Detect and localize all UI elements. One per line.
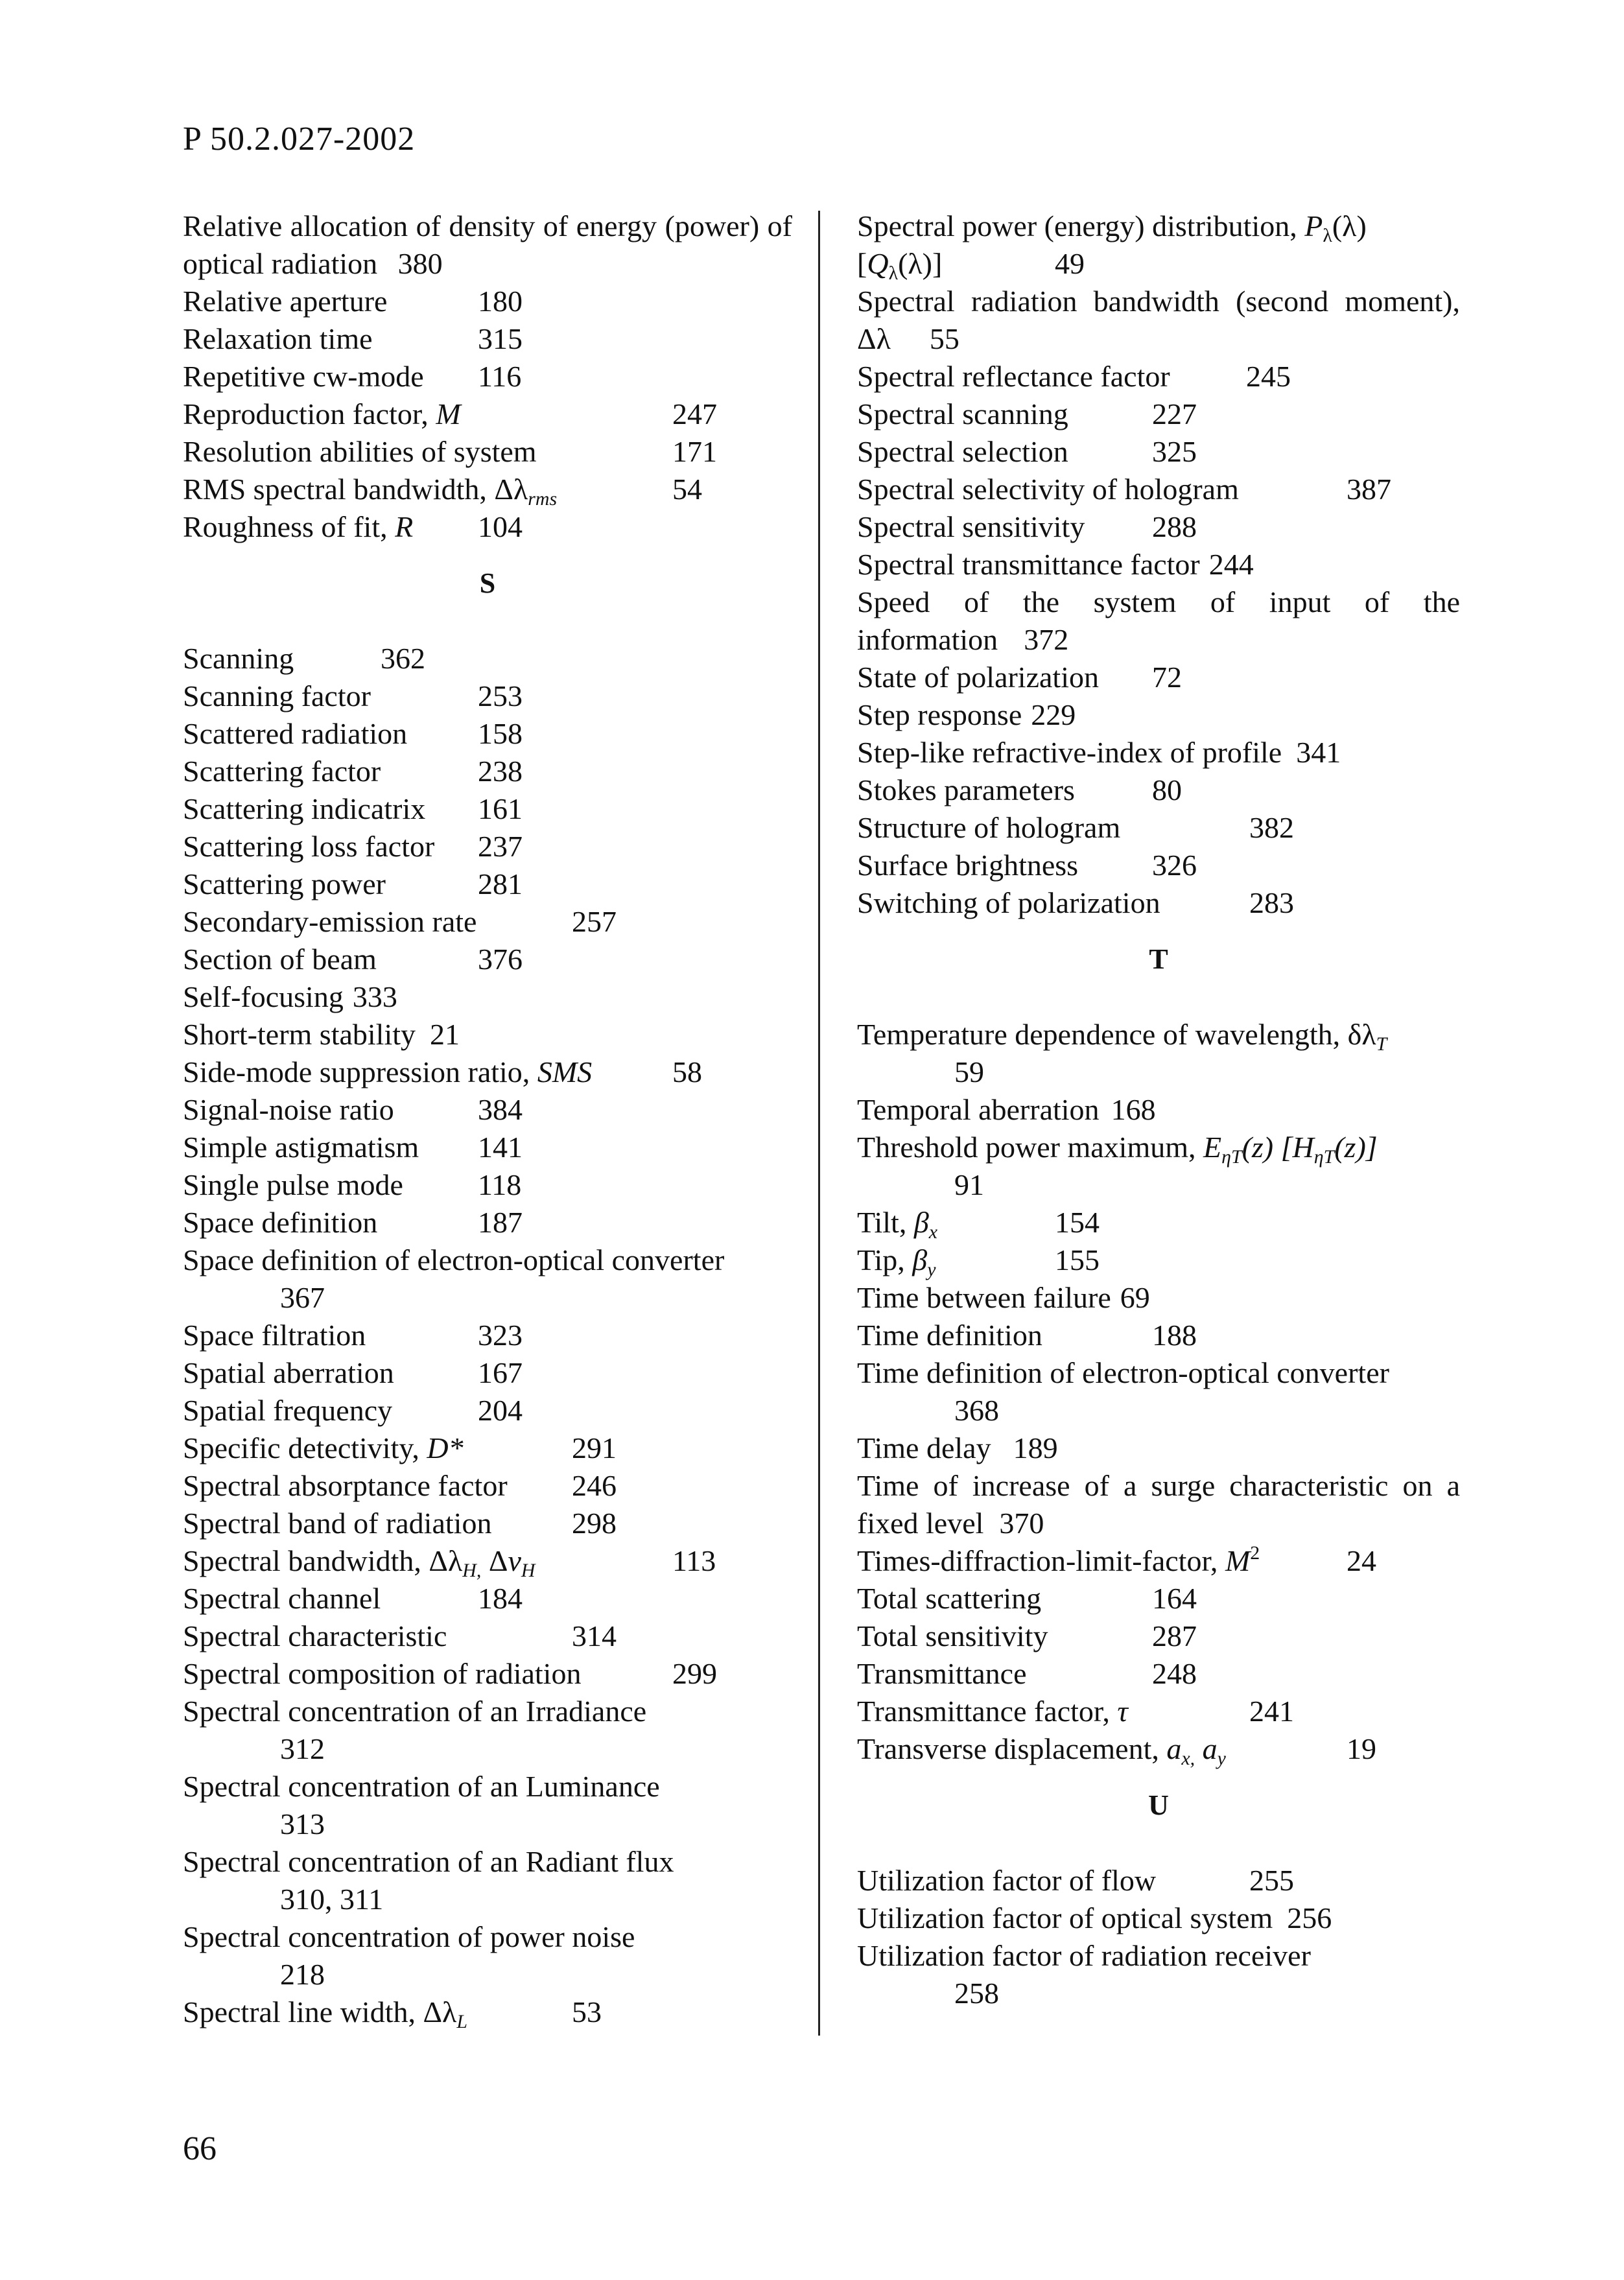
index-entry: Spectral line width, $\Delta\lambda_L$ 53 xyxy=(183,1995,602,2032)
index-entry: Repetitive cw-mode 116 xyxy=(183,360,522,393)
index-entry: Self-focusing 333 xyxy=(183,980,397,1013)
index-entry: Step response 229 xyxy=(857,698,1076,731)
index-entry: Spectral composition of radiation 299 xyxy=(183,1657,717,1690)
index-entry: Temporal aberration 168 xyxy=(857,1093,1156,1126)
index-entry: Times-diffraction-limit-factor, $M^2$ 24 xyxy=(857,1542,1376,1577)
index-entry: Utilization factor of flow 255 xyxy=(857,1864,1294,1897)
index-entry: Scanning 362 xyxy=(183,642,425,675)
index-entry: Single pulse mode 118 xyxy=(183,1168,522,1201)
index-entry: Scattering power 281 xyxy=(183,867,523,900)
index-entry: Reproduction factor, M 247 xyxy=(183,397,717,430)
index-entry: Step-like refractive-index of profile 341 xyxy=(857,736,1341,769)
index-column-left xyxy=(183,207,792,2031)
index-entry: Spatial frequency 204 xyxy=(183,1394,523,1427)
index-entry: Utilization factor of radiation receiver 258 xyxy=(857,1939,1311,2010)
index-entry: Transmittance 248 xyxy=(857,1657,1197,1690)
index-entry: Spectral selectivity of hologram 387 xyxy=(857,473,1391,506)
index-entry: Spectral concentration of power noise 218 xyxy=(183,1920,635,1991)
index-entry: Spectral selection 325 xyxy=(857,435,1197,468)
index-entry: Roughness of fit, R 104 xyxy=(183,510,523,543)
index-entry: Tip, $\beta_y$ 155 xyxy=(857,1243,1100,1280)
index-entry: Spectral characteristic 314 xyxy=(183,1619,617,1652)
index-entry: Temperature dependence of wavelength, $\delta\lambda_T$ 59 xyxy=(857,1018,1387,1088)
index-entry: Structure of hologram 382 xyxy=(857,811,1294,844)
index-entry: Time definition of electron-optical converter 368 xyxy=(857,1356,1389,1427)
index-entry: Switching of polarization 283 xyxy=(857,886,1294,919)
index-entry: Tilt, $\beta_x$ 154 xyxy=(857,1206,1100,1243)
index-entry: Transmittance factor, τ 241 xyxy=(857,1695,1294,1728)
index-entry: Side-mode suppression ratio, SMS 58 xyxy=(183,1055,702,1088)
index-entry: Spectral concentration of an Radiant flux 310, 311 xyxy=(183,1845,674,1916)
document-code: P 50.2.027-2002 xyxy=(183,121,416,158)
index-entry: Spectral power (energy) distribution, $P_\lambda(\lambda)$ xyxy=(857,209,1367,246)
index-entry: Spectral sensitivity 288 xyxy=(857,510,1197,543)
index-entry: Scattered radiation 158 xyxy=(183,717,523,750)
index-entry: Transverse displacement, $a_{x,}$ $a_y$ 19 xyxy=(857,1732,1376,1769)
column-divider xyxy=(818,211,820,2036)
index-entry: Signal-noise ratio 384 xyxy=(183,1093,523,1126)
index-entry: Simple astigmatism 141 xyxy=(183,1131,523,1164)
index-entry: Spectral reflectance factor 245 xyxy=(857,360,1291,393)
index-entry: RMS spectral bandwidth, $\Delta\lambda_{rms}$ 54 xyxy=(183,473,702,510)
index-entry: Utilization factor of optical system 256 xyxy=(857,1901,1332,1934)
index-entry-continued: $[Q_\lambda(\lambda)]$ 49 xyxy=(857,247,1085,284)
index-column-right xyxy=(857,207,1460,2012)
index-entry: Scanning factor 253 xyxy=(183,679,523,712)
index-entry: Space definition of electron-optical converter 367 xyxy=(183,1243,725,1314)
section-letter-u: U xyxy=(1148,1789,1169,1821)
index-entry: Secondary-emission rate 257 xyxy=(183,905,617,938)
index-entry: Relative allocation of density of energy (power) of optical radiation 380 xyxy=(183,209,792,280)
index-entry: Spectral channel 184 xyxy=(183,1582,523,1615)
index-entry: Section of beam 376 xyxy=(183,943,523,976)
index-entry: Resolution abilities of system 171 xyxy=(183,435,717,468)
index-entry: Total sensitivity 287 xyxy=(857,1619,1197,1652)
index-entry: Relative aperture 180 xyxy=(183,285,523,318)
index-entry: Short-term stability 21 xyxy=(183,1018,460,1051)
index-entry: Scattering factor 238 xyxy=(183,755,523,788)
index-entry: Speed of the system of input of the information 372 xyxy=(857,585,1460,656)
index-entry: Spectral transmittance factor 244 xyxy=(857,548,1254,581)
section-letter-s: S xyxy=(479,567,496,599)
index-entry: Spectral band of radiation 298 xyxy=(183,1507,617,1540)
index-entry: Time of increase of a surge characteristic on a fixed level 370 xyxy=(857,1469,1460,1540)
index-entry: Specific detectivity, D* 291 xyxy=(183,1431,617,1464)
index-entry: Time between failure 69 xyxy=(857,1281,1150,1314)
index-entry: Spectral concentration of an Luminance 313 xyxy=(183,1770,660,1840)
index-entry: Space definition 187 xyxy=(183,1206,523,1239)
index-entry: Spectral absorptance factor 246 xyxy=(183,1469,617,1502)
index-entry: Surface brightness 326 xyxy=(857,849,1197,882)
index-entry: Spectral radiation bandwidth (second moment), Δλ 55 xyxy=(857,285,1460,355)
index-entry: Spectral scanning 227 xyxy=(857,397,1197,430)
section-letter-t: T xyxy=(1149,943,1168,975)
index-entry: Space filtration 323 xyxy=(183,1319,523,1352)
index-entry: Threshold power maximum, $E_{\eta T}(z)$ $[H_{\eta T}(z)]$ 91 xyxy=(857,1131,1378,1201)
index-entry: Scattering indicatrix 161 xyxy=(183,792,523,825)
index-entry: Spectral concentration of an Irradiance 312 xyxy=(183,1695,647,1765)
index-entry: Relaxation time 315 xyxy=(183,322,523,355)
index-entry: Time definition 188 xyxy=(857,1319,1197,1352)
index-entry: State of polarization 72 xyxy=(857,661,1182,694)
index-entry: Spatial aberration 167 xyxy=(183,1356,523,1389)
index-entry: Time delay 189 xyxy=(857,1431,1058,1464)
page-number: 66 xyxy=(183,2130,217,2167)
index-entry: Spectral bandwidth, $\Delta\lambda_{H,}$ $\Delta\nu_H$ 113 xyxy=(183,1544,716,1581)
index-entry: Total scattering 164 xyxy=(857,1582,1197,1615)
index-entry: Stokes parameters 80 xyxy=(857,773,1182,806)
index-entry: Scattering loss factor 237 xyxy=(183,830,523,863)
